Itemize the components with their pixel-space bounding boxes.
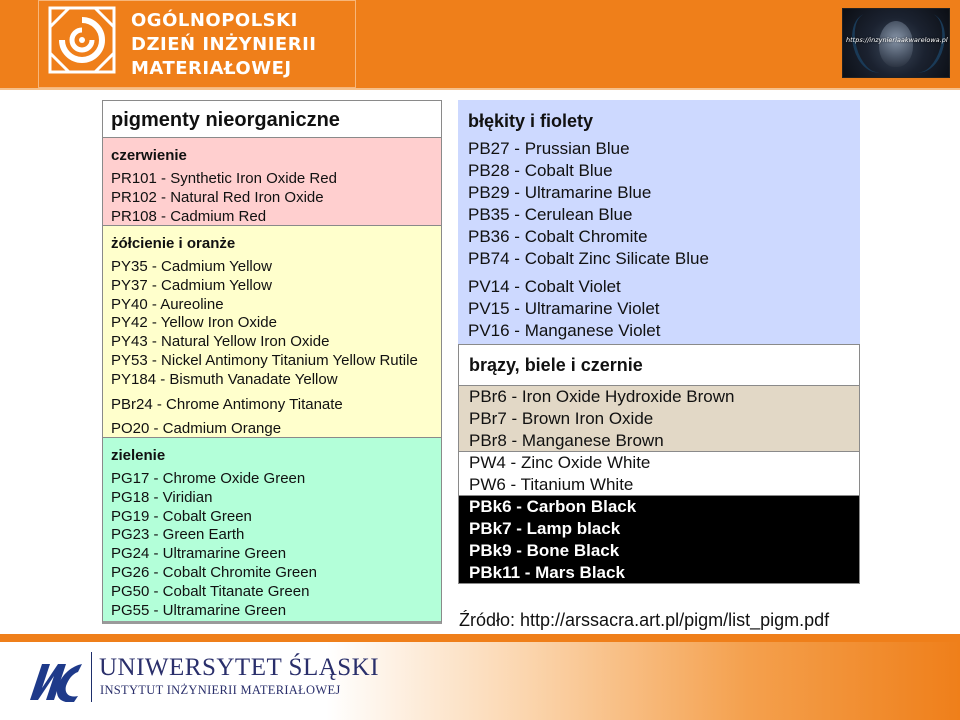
list-item: PY40 - Aureoline <box>111 295 224 313</box>
greens-section <box>102 438 442 624</box>
source-citation: Źródło: http://arssacra.art.pl/pigm/list_pigm.pdf <box>459 610 830 630</box>
list-item: PO20 - Cadmium Orange <box>111 420 282 438</box>
list-item: PV16 - Manganese Violet <box>468 321 661 340</box>
yellows-title: żółcienie i oranże <box>111 235 236 252</box>
list-item: PBk11 - Mars Black <box>469 563 625 582</box>
footer-rule <box>0 634 960 642</box>
thumbnail-url: https://inzynieriaakwarelowa.pl <box>846 36 948 44</box>
blacks-section <box>458 496 860 584</box>
list-item: PV14 - Cobalt Violet <box>468 277 621 296</box>
event-logo-text <box>131 9 316 81</box>
list-item: PG19 - Cobalt Green <box>111 507 252 525</box>
university-logo-icon <box>28 656 82 702</box>
list-item: PG23 - Green Earth <box>111 526 245 544</box>
list-item: PY184 - Bismuth Vanadate Yellow <box>111 370 338 388</box>
list-item: PBr7 - Brown Iron Oxide <box>469 409 654 428</box>
greens-title: zielenie <box>111 447 166 464</box>
logo-line-3: MATERIAŁOWEJ <box>131 58 292 79</box>
list-item: PY43 - Natural Yellow Iron Oxide <box>111 333 330 351</box>
list-item: PB74 - Cobalt Zinc Silicate Blue <box>468 249 709 268</box>
list-item: PB35 - Cerulean Blue <box>468 205 633 224</box>
list-item: PG50 - Cobalt Titanate Green <box>111 582 310 600</box>
list-item: PY42 - Yellow Iron Oxide <box>111 314 277 332</box>
blues-section <box>458 100 860 344</box>
yellows-section <box>102 226 442 438</box>
header-rule <box>0 88 960 90</box>
list-item: PG26 - Cobalt Chromite Green <box>111 563 317 581</box>
browns-section <box>458 386 860 452</box>
list-item: PG18 - Viridian <box>111 488 213 506</box>
portrait-image <box>879 21 913 67</box>
pigments-table-right <box>458 100 860 584</box>
list-item: PB27 - Prussian Blue <box>468 139 630 158</box>
list-item: PBk9 - Bone Black <box>469 541 620 560</box>
list-item: PB29 - Ultramarine Blue <box>468 183 652 202</box>
list-item: PY37 - Cadmium Yellow <box>111 276 272 294</box>
list-item: PV15 - Ultramarine Violet <box>468 299 660 318</box>
logo-line-1: OGÓLNOPOLSKI <box>131 10 298 31</box>
list-item: PR102 - Natural Red Iron Oxide <box>111 188 324 206</box>
event-logo-icon <box>47 5 117 75</box>
list-item: PBr24 - Chrome Antimony Titanate <box>111 395 343 413</box>
list-item: PB28 - Cobalt Blue <box>468 161 613 180</box>
list-item: PG24 - Ultramarine Green <box>111 545 287 563</box>
list-item: PR101 - Synthetic Iron Oxide Red <box>111 170 337 187</box>
blues-title: błękity i fiolety <box>468 111 594 131</box>
list-item: PBr6 - Iron Oxide Hydroxide Brown <box>469 387 735 406</box>
list-item: PBk7 - Lamp black <box>469 519 621 538</box>
list-item: PBr8 - Manganese Brown <box>469 431 664 450</box>
event-logo <box>38 0 356 88</box>
list-item: PW4 - Zinc Oxide White <box>469 453 651 472</box>
browns-whites-blacks-title: brązy, biele i czernie <box>458 344 860 386</box>
inorganic-pigments-table <box>102 100 442 624</box>
list-item: PG55 - Ultramarine Green <box>111 601 287 619</box>
footer-divider <box>91 652 92 702</box>
list-item: PG17 - Chrome Oxide Green <box>111 470 306 487</box>
reds-title: czerwienie <box>111 147 187 164</box>
logo-line-2: DZIEŃ INŻYNIERII <box>131 34 317 55</box>
table-title: pigmenty nieorganiczne <box>102 100 442 138</box>
artwork-thumbnail <box>842 8 950 78</box>
list-item: PBk6 - Carbon Black <box>469 497 637 516</box>
university-name: UNIWERSYTET ŚLĄSKI <box>99 654 380 681</box>
reds-section <box>102 138 442 226</box>
institute-name: INSTYTUT INŻYNIERII MATERIAŁOWEJ <box>100 683 341 697</box>
list-item: PR108 - Cadmium Red <box>111 207 267 225</box>
list-item: PY53 - Nickel Antimony Titanium Yellow Rutile <box>111 351 418 369</box>
whites-section <box>458 452 860 496</box>
footer <box>0 642 960 720</box>
list-item: PB36 - Cobalt Chromite <box>468 227 648 246</box>
list-item: PY35 - Cadmium Yellow <box>111 258 272 275</box>
list-item: PW6 - Titanium White <box>469 475 634 494</box>
